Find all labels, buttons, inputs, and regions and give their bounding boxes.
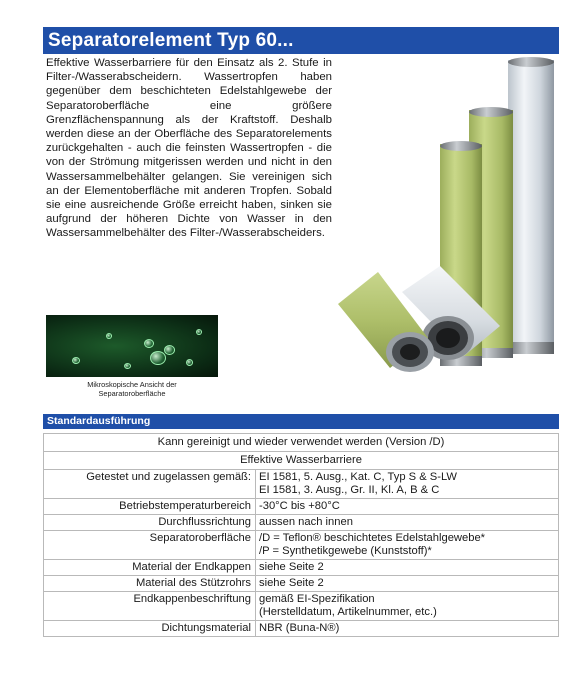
table-row bbox=[44, 621, 559, 637]
row-label: Getestet und zugelassen gemäß: bbox=[44, 470, 256, 499]
section-title: Standardausführung bbox=[43, 414, 559, 429]
table-row bbox=[44, 499, 559, 515]
row-label: Betriebstemperaturbereich bbox=[44, 499, 256, 515]
row-label: Durchflussrichtung bbox=[44, 515, 256, 531]
row-label: Endkappenbeschriftung bbox=[44, 592, 256, 621]
row-value: /D = Teflon® beschichtetes Edelstahlgewebe* /P = Synthetikgewebe (Kunststoff)* bbox=[256, 531, 559, 560]
table-row bbox=[44, 531, 559, 560]
row-value: siehe Seite 2 bbox=[256, 576, 559, 592]
row-label: Dichtungsmaterial bbox=[44, 621, 256, 637]
table-row bbox=[44, 592, 559, 621]
row-value: EI 1581, 5. Ausg., Kat. C, Typ S & S-LW EI 1581, 3. Ausg., Gr. II, Kl. A, B & C bbox=[256, 470, 559, 499]
row-value: NBR (Buna-N®) bbox=[256, 621, 559, 637]
row-label: Material des Stützrohrs bbox=[44, 576, 256, 592]
row-value: gemäß EI-Spezifikation (Herstelldatum, Artikelnummer, etc.) bbox=[256, 592, 559, 621]
table-cell: Effektive Wasserbarriere bbox=[44, 452, 559, 470]
row-value: siehe Seite 2 bbox=[256, 560, 559, 576]
table-row bbox=[44, 470, 559, 499]
row-label: Material der Endkappen bbox=[44, 560, 256, 576]
table-row bbox=[44, 434, 559, 452]
table-row bbox=[44, 452, 559, 470]
microscope-caption: Mikroskopische Ansicht der Separatoroberfläche bbox=[87, 380, 177, 398]
intro-text: Effektive Wasserbarriere für den Einsatz als 2. Stufe in Filter-/Wasserabscheidern. Wassertropfen haben gegenüber dem beschichteten Edelstahlgewebe der Separatoroberfläche eine größere Grenzflächenspannung als der Kraftstoff. Deshalb werden diese an der Oberfläche des Separatorelements zurückgehalten - auch die feinsten Wassertropfen - die von der Strömung mitgerissen werden und nicht in den Wassersammelbehälter gelangen. Sie vereinigen sich an der Elementoberfläche mit anderen Tropfen. Sobald sie eine ausreichende Größe erreicht haben, sinken sie aufgrund der höheren Dichte von Wasser in den Wassersammelbehälter des Filter-/Wasserabscheiders. bbox=[46, 57, 332, 240]
row-label: Separatoroberfläche bbox=[44, 531, 256, 560]
microscope-image bbox=[46, 315, 218, 377]
row-value: aussen nach innen bbox=[256, 515, 559, 531]
table-row bbox=[44, 515, 559, 531]
row-value: -30°C bis +80°C bbox=[256, 499, 559, 515]
table-row bbox=[44, 576, 559, 592]
table-cell: Kann gereinigt und wieder verwendet werden (Version /D) bbox=[44, 434, 559, 452]
spec-table bbox=[43, 433, 559, 637]
product-photo bbox=[336, 56, 560, 372]
page-title: Separatorelement Typ 60... bbox=[43, 27, 559, 54]
table-row bbox=[44, 560, 559, 576]
